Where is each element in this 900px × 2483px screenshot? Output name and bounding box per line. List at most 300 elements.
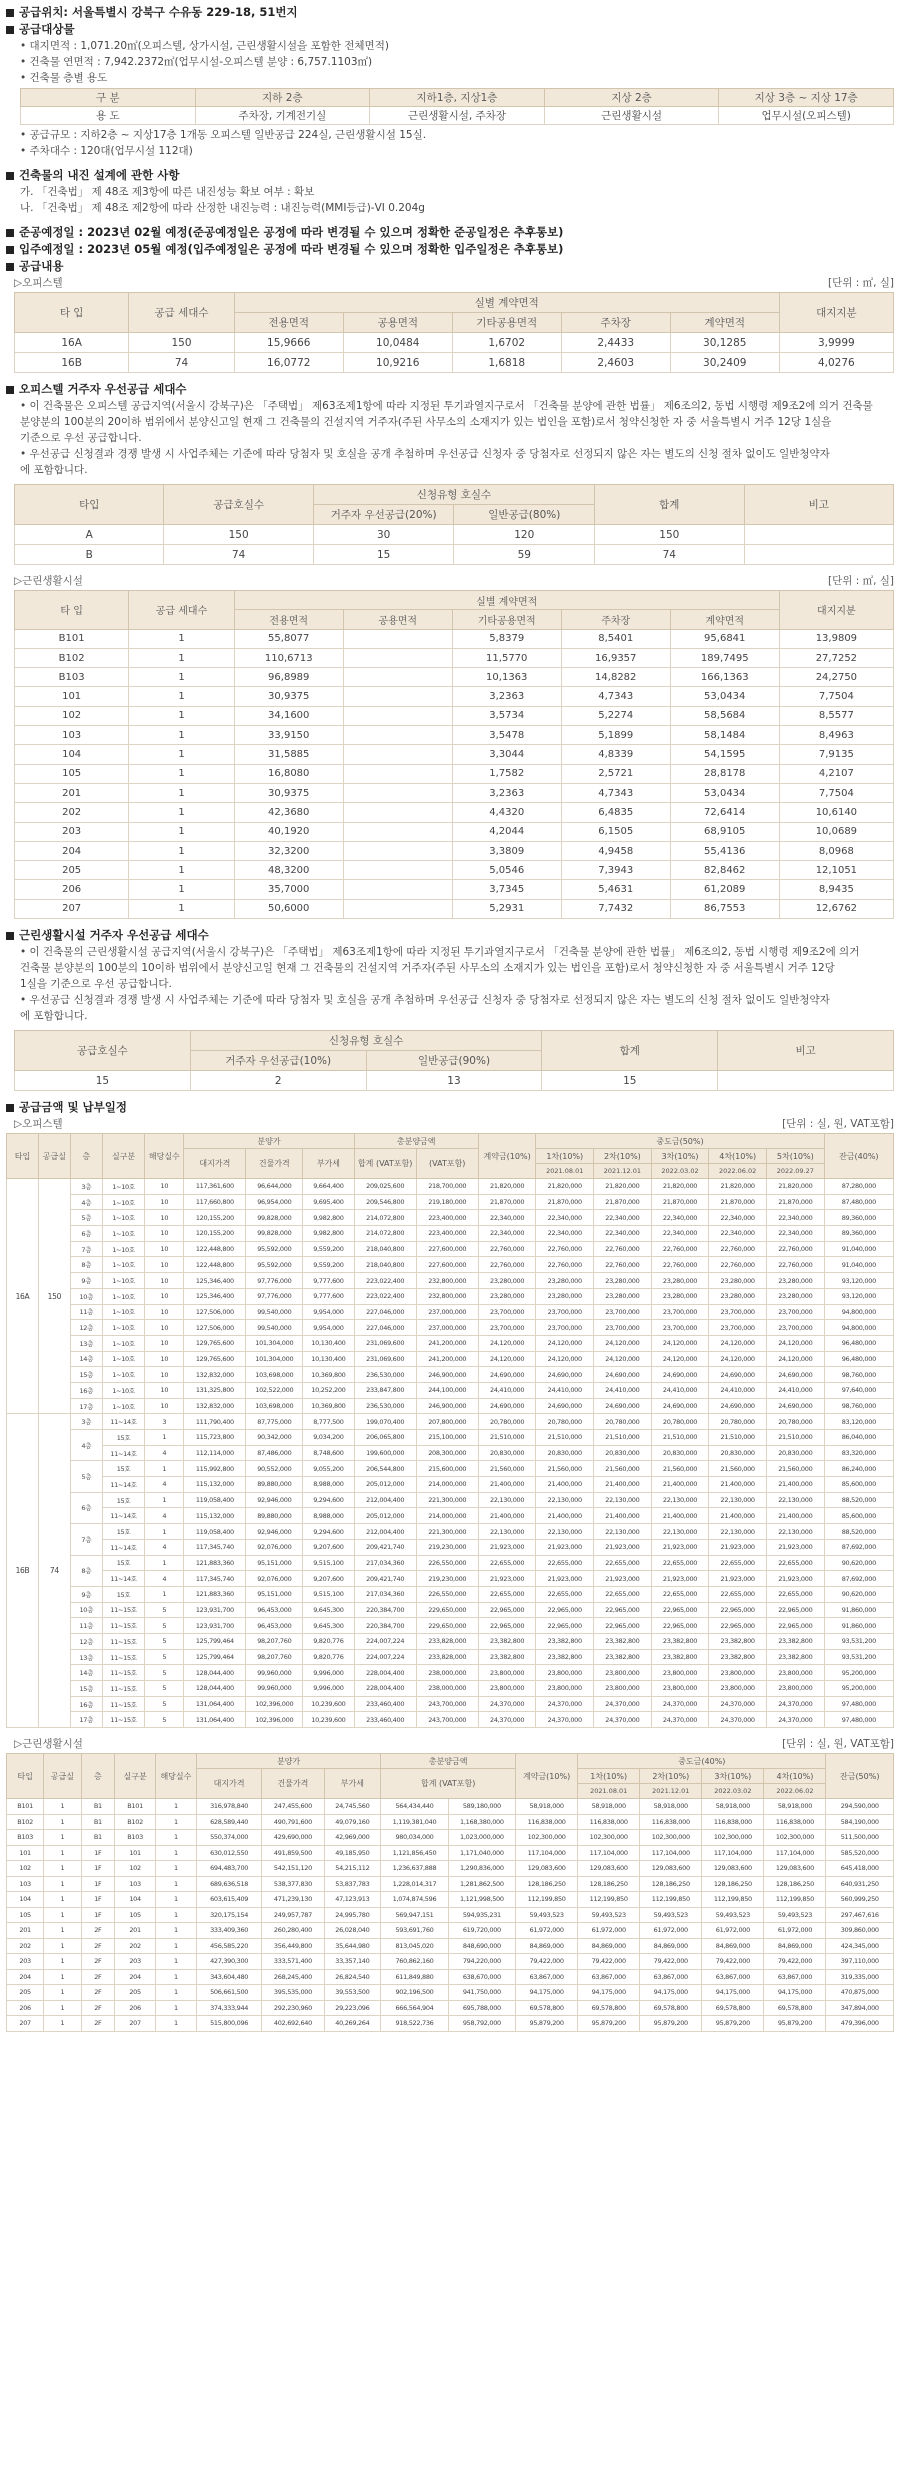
group-cell: 16B <box>7 1414 39 1728</box>
table-cell: 22,340,000 <box>709 1226 767 1242</box>
table-cell: 102 <box>15 706 129 725</box>
table-cell: 479,396,000 <box>826 2016 894 2032</box>
table-cell: 59,493,523 <box>578 1907 640 1923</box>
table-cell: 94,800,000 <box>824 1320 893 1336</box>
col-header: 계약면적 <box>670 610 779 629</box>
table-cell: 116,838,000 <box>640 1814 702 1830</box>
table-cell: 219,230,000 <box>416 1571 478 1587</box>
table-cell: 1~10호 <box>102 1257 145 1273</box>
table-cell: 918,522,736 <box>381 2016 448 2032</box>
table-cell: 24,370,000 <box>594 1696 652 1712</box>
table-cell: 1,023,000,000 <box>448 1830 515 1846</box>
table-cell: 9,820,776 <box>303 1649 354 1665</box>
table-cell: 49,079,160 <box>324 1814 381 1830</box>
col-header: 실구분 <box>102 1134 145 1179</box>
table-cell: 103 <box>115 1876 156 1892</box>
table-row <box>7 1633 894 1649</box>
table-cell: 22,655,000 <box>536 1586 594 1602</box>
table-cell: 243,700,000 <box>416 1712 478 1728</box>
table-cell: 11~14호 <box>102 1445 145 1461</box>
table-cell: 117,104,000 <box>764 1845 826 1861</box>
table-cell: 22,760,000 <box>651 1257 709 1273</box>
priority-line: 분양분의 100분의 20이하 범위에서 분양신고일 현재 그 건축물의 건설지역 거주자(주된 사무소의 소재지가 있는 법인을 포함)로서 청약신청한 자 중 서울특별시 거주 12당 1실을 <box>20 416 832 428</box>
table-cell: 4,4320 <box>452 803 561 822</box>
table-cell: 15 <box>15 1071 191 1091</box>
table-cell: 88,520,000 <box>824 1524 893 1540</box>
col-header: 중도금(40%) <box>578 1754 826 1769</box>
table-cell: 11~15호 <box>102 1696 145 1712</box>
table-cell: 603,615,409 <box>196 1892 262 1908</box>
table-cell: 21,560,000 <box>478 1461 536 1477</box>
table-cell: 424,345,000 <box>826 1938 894 1954</box>
table-row <box>7 1273 894 1289</box>
retail-subheading: ▷근린생활시설 [단위 : ㎡, 실] <box>14 575 894 587</box>
table-cell: 88,520,000 <box>824 1492 893 1508</box>
priority-line: • 우선공급 신청결과 경쟁 발생 시 사업주체는 기준에 따라 당첨자 및 호실을 공개 추첨하며 우선공급 신청자 중 당첨자로 선정되지 않은 자는 별도의 신청 절차 없이도 일반청약자 <box>6 992 894 1008</box>
table-cell: 2F <box>81 1954 115 1970</box>
quake-line: 가. 「건축법」 제 48조 제3항에 따른 내진성능 확보 여부 : 확보 <box>20 186 315 198</box>
table-cell: 22,965,000 <box>536 1618 594 1634</box>
table-cell: 24,370,000 <box>536 1696 594 1712</box>
table-cell: 9,982,800 <box>303 1226 354 1242</box>
table-cell: 55,4136 <box>670 841 779 860</box>
table-cell: 21,923,000 <box>709 1539 767 1555</box>
table-cell: 20,780,000 <box>709 1414 767 1430</box>
table-cell: 115,132,000 <box>184 1477 246 1493</box>
table-cell: 23,700,000 <box>766 1320 824 1336</box>
table-cell: 21,510,000 <box>478 1430 536 1446</box>
table-cell: 12,1051 <box>779 861 893 880</box>
table-cell: 84,869,000 <box>702 1938 764 1954</box>
table-cell: 96,480,000 <box>824 1351 893 1367</box>
table-cell: 24,120,000 <box>594 1351 652 1367</box>
table-cell: 22,340,000 <box>766 1226 824 1242</box>
table-cell: 84,869,000 <box>640 1938 702 1954</box>
table-cell: 63,867,000 <box>702 1969 764 1985</box>
table-cell: 319,335,000 <box>826 1969 894 1985</box>
col-header: 공급실 <box>44 1754 81 1799</box>
table-cell: 24,410,000 <box>594 1382 652 1398</box>
table-cell: 24,370,000 <box>766 1696 824 1712</box>
table-cell: 96,8989 <box>234 668 343 687</box>
col-header: 주차장 <box>561 313 670 333</box>
table-cell: 21,560,000 <box>766 1461 824 1477</box>
table-cell: 23,382,800 <box>478 1649 536 1665</box>
table-cell: 24,690,000 <box>709 1367 767 1383</box>
table-cell: 128,186,250 <box>516 1876 578 1892</box>
move-in-date: 입주예정일 : 2023년 05월 예정(입주예정일은 공정에 따라 변경될 수 있으며 정확한 입주일정은 추후통보) <box>6 241 894 258</box>
table-cell: 1 <box>44 1876 81 1892</box>
table-cell: 111,790,400 <box>184 1414 246 1430</box>
col-header: 실별 계약면적 <box>234 293 779 313</box>
table-cell: 1,6818 <box>452 353 561 373</box>
table-cell: 1 <box>156 1954 197 1970</box>
table-cell: 59 <box>454 545 595 565</box>
table-cell: 21,510,000 <box>594 1430 652 1446</box>
priority-line: 기준으로 우선 공급합니다. <box>20 432 142 444</box>
usage-cell: 업무시설(오피스텔) <box>719 107 894 125</box>
table-cell: 112,199,850 <box>640 1892 702 1908</box>
table-cell: 21,400,000 <box>478 1508 536 1524</box>
table-cell: 15호 <box>102 1430 145 1446</box>
table-cell: 22,760,000 <box>709 1257 767 1273</box>
col-header: 비고 <box>744 485 893 525</box>
table-cell: 11~14호 <box>102 1477 145 1493</box>
table-cell: 21,560,000 <box>594 1461 652 1477</box>
table-cell: 23,700,000 <box>478 1304 536 1320</box>
table-cell: 1 <box>156 1985 197 2001</box>
table-cell: 119,058,400 <box>184 1524 246 1540</box>
table-cell: 490,791,600 <box>262 1814 324 1830</box>
col-header: 2021.08.01 <box>536 1164 594 1179</box>
table-cell: 1 <box>129 629 234 648</box>
table-cell: 128,186,250 <box>578 1876 640 1892</box>
table-cell: 22,655,000 <box>536 1555 594 1571</box>
table-cell: 13 <box>366 1071 542 1091</box>
table-cell: 22,760,000 <box>766 1241 824 1257</box>
col-header: 타입 <box>7 1754 44 1799</box>
table-cell: 236,530,000 <box>354 1367 416 1383</box>
table-cell: 22,655,000 <box>766 1586 824 1602</box>
table-cell: 97,776,000 <box>246 1273 303 1289</box>
col-header: 신청유형 호실수 <box>313 485 594 505</box>
table-cell: 7층 <box>70 1524 102 1555</box>
table-cell: 1~10호 <box>102 1304 145 1320</box>
table-cell: 9,207,600 <box>303 1571 354 1587</box>
table-cell: 21,400,000 <box>709 1508 767 1524</box>
table-cell: 21,510,000 <box>766 1430 824 1446</box>
table-cell: 201 <box>115 1923 156 1939</box>
table-cell: 69,578,800 <box>640 2000 702 2016</box>
table-cell: 23,800,000 <box>709 1665 767 1681</box>
table-cell: 1~10호 <box>102 1382 145 1398</box>
table-cell: 15 <box>542 1071 718 1091</box>
table-cell: 83,320,000 <box>824 1445 893 1461</box>
table-cell: 22,760,000 <box>536 1257 594 1273</box>
table-row <box>7 1681 894 1697</box>
price-retail-body <box>7 1799 894 2032</box>
table-cell: 22,130,000 <box>651 1492 709 1508</box>
table-cell: 23,700,000 <box>766 1304 824 1320</box>
table-cell: 95,879,200 <box>640 2016 702 2032</box>
table-row <box>7 1414 894 1430</box>
table-cell: 1~10호 <box>102 1226 145 1242</box>
table-cell: 112,199,850 <box>578 1892 640 1908</box>
table-cell: 24,370,000 <box>478 1696 536 1712</box>
table-cell: 129,083,600 <box>578 1861 640 1877</box>
table-cell: 1 <box>44 1938 81 1954</box>
table-cell: 1 <box>129 783 234 802</box>
table-cell: 22,965,000 <box>766 1618 824 1634</box>
table-cell: 69,578,800 <box>516 2000 578 2016</box>
table-cell: 69,578,800 <box>764 2000 826 2016</box>
table-cell: 22,130,000 <box>478 1524 536 1540</box>
table-cell: 24,120,000 <box>536 1335 594 1351</box>
table-cell: 13층 <box>70 1649 102 1665</box>
table-cell: 21,870,000 <box>709 1194 767 1210</box>
table-cell: 119,058,400 <box>184 1492 246 1508</box>
table-cell <box>343 783 452 802</box>
note-line: • 주차대수 : 120대(업무시설 112대) <box>6 143 894 159</box>
table-cell: 20,830,000 <box>478 1445 536 1461</box>
location-heading: 공급위치: 서울특별시 강북구 수유동 229-18, 51번지 <box>6 4 894 21</box>
table-cell: 214,000,000 <box>416 1477 478 1493</box>
table-cell: 1F <box>81 1861 115 1877</box>
table-cell: 22,655,000 <box>766 1555 824 1571</box>
table-cell: 21,820,000 <box>478 1179 536 1195</box>
table-cell: 320,175,154 <box>196 1907 262 1923</box>
table-cell: 4 <box>145 1477 184 1493</box>
table-cell: 112,199,850 <box>516 1892 578 1908</box>
table-row <box>7 1320 894 1336</box>
col-header: 2022.03.02 <box>651 1164 709 1179</box>
table-cell: 205 <box>7 1985 44 2001</box>
table-cell: 1 <box>129 803 234 822</box>
table-cell: 95,592,000 <box>246 1241 303 1257</box>
priority-retail-table <box>14 1030 894 1091</box>
table-cell: 102,396,000 <box>246 1712 303 1728</box>
table-row <box>15 668 894 687</box>
table-cell: 129,083,600 <box>764 1861 826 1877</box>
col-header: 4차(10%) <box>709 1149 767 1164</box>
table-cell: 83,120,000 <box>824 1414 893 1430</box>
table-row <box>7 1799 894 1815</box>
col-header: 분양가 <box>196 1754 380 1769</box>
table-cell: 1~10호 <box>102 1241 145 1257</box>
table-cell: 23,280,000 <box>536 1288 594 1304</box>
table-cell: 94,800,000 <box>824 1304 893 1320</box>
table-cell: 640,931,250 <box>826 1876 894 1892</box>
table-cell: 61,972,000 <box>702 1923 764 1939</box>
col-header: 합계 (VAT포함) <box>381 1769 516 1799</box>
table-cell: 397,110,000 <box>826 1954 894 1970</box>
table-cell: 227,600,000 <box>416 1257 478 1273</box>
table-cell: 21,400,000 <box>536 1508 594 1524</box>
table-cell: 1 <box>44 1892 81 1908</box>
table-cell: 21,923,000 <box>651 1571 709 1587</box>
table-cell: 1,7582 <box>452 764 561 783</box>
table-cell: 24,690,000 <box>478 1367 536 1383</box>
table-cell: 244,100,000 <box>416 1382 478 1398</box>
table-cell: 8,4963 <box>779 726 893 745</box>
table-cell: 189,7495 <box>670 648 779 667</box>
table-cell: 212,004,400 <box>354 1524 416 1540</box>
table-cell: 17층 <box>70 1712 102 1728</box>
table-cell: 120 <box>454 525 595 545</box>
table-cell: 24,120,000 <box>478 1335 536 1351</box>
table-cell: 584,190,000 <box>826 1814 894 1830</box>
table-cell: 20,780,000 <box>766 1414 824 1430</box>
col-header: 분양가 <box>184 1134 354 1149</box>
table-cell: 89,880,000 <box>246 1477 303 1493</box>
table-cell: 202 <box>15 803 129 822</box>
table-cell: B102 <box>7 1814 44 1830</box>
table-cell: 117,104,000 <box>516 1845 578 1861</box>
table-cell: 24,410,000 <box>651 1382 709 1398</box>
table-cell: 22,340,000 <box>594 1210 652 1226</box>
col-header: 기타공용면적 <box>452 313 561 333</box>
table-cell: 40,1920 <box>234 822 343 841</box>
table-cell: 20,780,000 <box>594 1414 652 1430</box>
table-cell: 848,690,000 <box>448 1938 515 1954</box>
table-cell: 223,022,400 <box>354 1288 416 1304</box>
table-cell: B <box>15 545 164 565</box>
table-cell: 22,340,000 <box>594 1226 652 1242</box>
table-cell: 5 <box>145 1602 184 1618</box>
table-cell: 4 <box>145 1539 184 1555</box>
table-cell: 2F <box>81 1985 115 2001</box>
table-cell: 30,2409 <box>670 353 779 373</box>
table-cell: 22,655,000 <box>651 1586 709 1602</box>
price-retail-table <box>6 1753 894 2032</box>
table-cell: 101 <box>15 687 129 706</box>
table-cell: 241,200,000 <box>416 1335 478 1351</box>
table-cell: 97,640,000 <box>824 1382 893 1398</box>
table-cell: 117,361,600 <box>184 1179 246 1195</box>
table-cell: 3,5734 <box>452 706 561 725</box>
table-row <box>7 1179 894 1195</box>
table-cell: 21,870,000 <box>478 1194 536 1210</box>
table-cell: 125,799,464 <box>184 1649 246 1665</box>
table-cell <box>343 687 452 706</box>
table-cell: 24,120,000 <box>651 1335 709 1351</box>
table-cell: 470,875,000 <box>826 1985 894 2001</box>
table-cell: 21,820,000 <box>651 1179 709 1195</box>
table-cell: 117,345,740 <box>184 1571 246 1587</box>
table-cell: 92,946,000 <box>246 1492 303 1508</box>
table-cell: 95,879,200 <box>516 2016 578 2032</box>
table-cell: 22,130,000 <box>536 1492 594 1508</box>
table-cell: 21,400,000 <box>651 1508 709 1524</box>
table-cell: 96,644,000 <box>246 1179 303 1195</box>
priority-line: • 우선공급 신청결과 경쟁 발생 시 사업주체는 기준에 따라 당첨자 및 호실을 공개 추첨하며 우선공급 신청자 중 당첨자로 선정되지 않은 자는 별도의 신청 절차 없이도 일반청약자 <box>6 446 894 462</box>
table-cell: 35,644,980 <box>324 1938 381 1954</box>
table-cell: 1,119,381,040 <box>381 1814 448 1830</box>
table-cell: 9,294,600 <box>303 1492 354 1508</box>
table-cell: 1,121,856,450 <box>381 1845 448 1861</box>
table-cell: 22,655,000 <box>594 1586 652 1602</box>
table-cell: 206,065,800 <box>354 1430 416 1446</box>
table-cell: 220,384,700 <box>354 1602 416 1618</box>
table-cell: 11~14호 <box>102 1414 145 1430</box>
table-cell: 22,965,000 <box>709 1618 767 1634</box>
col-header: 공급호실수 <box>164 485 313 525</box>
table-cell: 10층 <box>70 1288 102 1304</box>
table-cell: 1F <box>81 1876 115 1892</box>
table-cell: 1 <box>44 1845 81 1861</box>
table-cell: 122,448,800 <box>184 1241 246 1257</box>
table-cell: 102,396,000 <box>246 1696 303 1712</box>
table-row <box>7 1892 894 1908</box>
priority-line: 에 포함합니다. <box>20 464 88 476</box>
table-row <box>7 1492 894 1508</box>
table-cell: 21,923,000 <box>478 1539 536 1555</box>
table-cell: 214,000,000 <box>416 1508 478 1524</box>
table-cell: 1,281,862,500 <box>448 1876 515 1892</box>
table-cell: 93,531,200 <box>824 1633 893 1649</box>
table-cell: 122,448,800 <box>184 1257 246 1273</box>
table-cell: A <box>15 525 164 545</box>
scale-line: • 대지면적 : 1,071.20㎡(오피스텔, 상가시설, 근린생활시설을 포함한 전체면적) <box>6 38 894 54</box>
table-cell: B103 <box>7 1830 44 1846</box>
col-header: 2022.09.27 <box>766 1164 824 1179</box>
col-header: 공용면적 <box>343 313 452 333</box>
table-cell: 1~10호 <box>102 1320 145 1336</box>
table-cell: 227,046,000 <box>354 1320 416 1336</box>
table-cell: 219,180,000 <box>416 1194 478 1210</box>
table-cell: 95,151,000 <box>246 1586 303 1602</box>
col-header: 3차(10%) <box>702 1769 764 1784</box>
table-cell: 24,690,000 <box>709 1398 767 1414</box>
table-cell: 10,0484 <box>343 333 452 353</box>
table-cell: 9,777,600 <box>303 1273 354 1289</box>
table-cell: 22,340,000 <box>478 1210 536 1226</box>
table-cell: 10,6140 <box>779 803 893 822</box>
table-cell: 20,830,000 <box>536 1445 594 1461</box>
table-cell: 11~15호 <box>102 1618 145 1634</box>
table-cell: 24,410,000 <box>478 1382 536 1398</box>
table-row <box>15 745 894 764</box>
table-cell: 207 <box>115 2016 156 2032</box>
usage-cell: 근린생활시설, 주차장 <box>370 107 545 125</box>
table-cell: 29,223,096 <box>324 2000 381 2016</box>
officetel-area-body <box>15 333 894 373</box>
table-cell: 16A <box>15 333 129 353</box>
table-cell <box>343 803 452 822</box>
table-cell: 22,760,000 <box>478 1257 536 1273</box>
table-cell: 63,867,000 <box>764 1969 826 1985</box>
table-cell: 11~15호 <box>102 1712 145 1728</box>
table-cell: 115,992,800 <box>184 1461 246 1477</box>
table-cell <box>343 822 452 841</box>
table-cell: 8,748,600 <box>303 1445 354 1461</box>
table-cell: 87,486,000 <box>246 1445 303 1461</box>
table-cell: 241,200,000 <box>416 1351 478 1367</box>
table-row <box>7 1430 894 1446</box>
table-cell: 72,6414 <box>670 803 779 822</box>
table-cell: 79,422,000 <box>640 1954 702 1970</box>
table-cell: 217,034,360 <box>354 1555 416 1571</box>
table-cell: 11층 <box>70 1304 102 1320</box>
bullet-square-icon <box>6 172 14 180</box>
table-cell: 491,859,500 <box>262 1845 324 1861</box>
table-cell: 10,252,200 <box>303 1382 354 1398</box>
table-cell: 215,100,000 <box>416 1430 478 1446</box>
table-cell: 22,965,000 <box>536 1602 594 1618</box>
table-cell: 941,750,000 <box>448 1985 515 2001</box>
table-cell: 456,585,220 <box>196 1938 262 1954</box>
col-header: 5차(10%) <box>766 1149 824 1164</box>
table-cell: 22,340,000 <box>709 1210 767 1226</box>
table-cell: B102 <box>15 648 129 667</box>
table-cell: 89,360,000 <box>824 1226 893 1242</box>
bullet-square-icon <box>6 386 14 394</box>
table-cell: 24,690,000 <box>536 1398 594 1414</box>
table-row <box>7 1335 894 1351</box>
table-cell: 1 <box>129 880 234 899</box>
table-row <box>15 706 894 725</box>
table-cell: 374,333,944 <box>196 2000 262 2016</box>
table-cell: 21,400,000 <box>594 1477 652 1493</box>
table-row <box>7 1194 894 1210</box>
table-cell: 23,700,000 <box>478 1320 536 1336</box>
table-cell: 7,7432 <box>561 899 670 918</box>
table-cell: B101 <box>7 1799 44 1815</box>
table-cell: 511,500,000 <box>826 1830 894 1846</box>
col-header: 잔금(50%) <box>826 1754 894 1799</box>
table-cell: 24,410,000 <box>709 1382 767 1398</box>
table-cell: 11~15호 <box>102 1633 145 1649</box>
